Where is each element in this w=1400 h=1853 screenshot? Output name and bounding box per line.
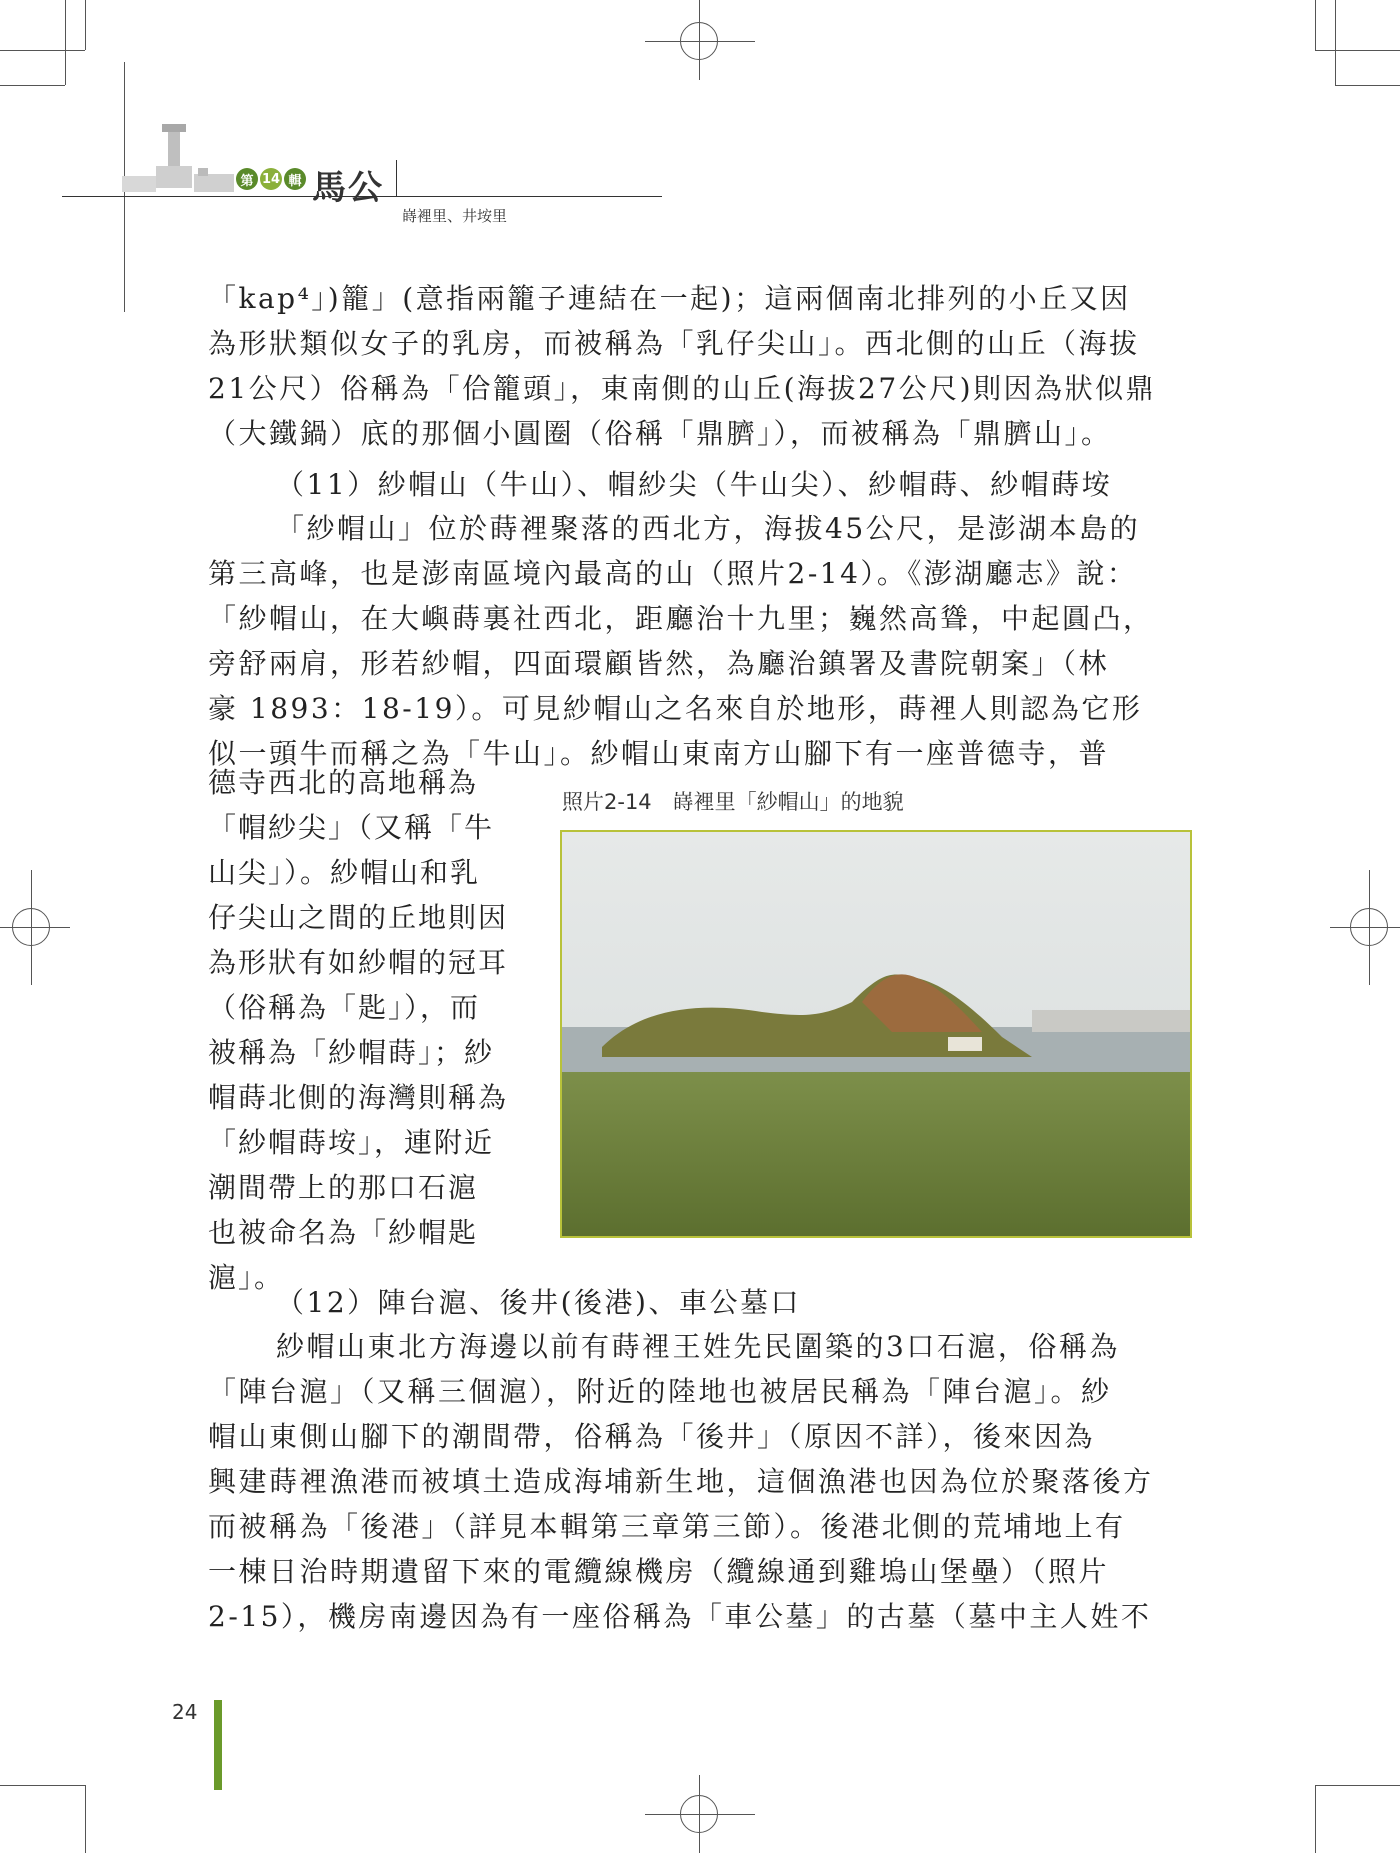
- badge-char-1: 第: [236, 168, 258, 190]
- crop-mark-top-left-h: [0, 50, 85, 51]
- crop-mark-top-right-v2: [1335, 0, 1336, 85]
- text-line: 一棟日治時期遺留下來的電纜線機房（纜線通到雞塢山堡壘）（照片: [208, 1555, 1110, 1588]
- series-title: 馬公: [312, 168, 384, 208]
- text-line: 「紗帽山」位於蒔裡聚落的西北方，海拔45公尺，是澎湖本島的: [276, 512, 1141, 545]
- crop-mark-bottom-left-v: [85, 1785, 86, 1853]
- text-line: 帽蒔北側的海灣則稱為: [208, 1081, 509, 1114]
- text-line: 帽山東側山腳下的潮間帶，俗稱為「後井」（原因不詳），後來因為: [208, 1420, 1096, 1453]
- narrow-text-column: [208, 760, 538, 1300]
- text-line: 滬」。: [208, 1261, 285, 1294]
- text-line: 山尖」）。紗帽山和乳: [208, 856, 481, 889]
- text-line: 2-15），機房南邊因為有一座俗稱為「車公墓」的古墓（墓中主人姓不: [208, 1600, 1152, 1633]
- chapter-subtitle: 嵵裡里、井垵里: [402, 207, 508, 225]
- registration-line-left-v: [31, 870, 32, 985]
- paragraph-1: [208, 276, 1192, 456]
- registration-line-left-h: [0, 927, 70, 928]
- text-line: 似一頭牛而稱之為「牛山」。紗帽山東南方山腳下有一座普德寺，普: [208, 737, 1110, 770]
- text-line: 德寺西北的高地稱為: [208, 766, 479, 799]
- page-number: 24: [172, 1700, 198, 1724]
- text-line: 紗帽山東北方海邊以前有蒔裡王姓先民圍築的3口石滬，俗稱為: [276, 1330, 1120, 1363]
- text-line: 被稱為「紗帽蒔」；紗: [208, 1036, 495, 1069]
- crop-mark-top-right-v: [1315, 0, 1316, 50]
- paragraph-3: [208, 1324, 1192, 1639]
- crop-mark-top-left-v: [85, 0, 86, 50]
- crop-mark-top-left-v2: [65, 0, 66, 85]
- series-badge: [236, 168, 306, 190]
- text-line: 「陣台滬」（又稱三個滬），附近的陸地也被居民稱為「陣台滬」。紗: [208, 1375, 1112, 1408]
- text-line: 21公尺）俗稱為「佮籠頭」，東南側的山丘(海拔27公尺)則因為狀似鼎: [208, 372, 1157, 405]
- section-heading-11: [276, 462, 1196, 507]
- registration-line-top-v: [699, 0, 700, 80]
- text-line: 「紗帽山，在大嶼蒔裏社西北，距廳治十九里；巍然高聳，中起圓凸，: [208, 602, 1154, 635]
- crop-mark-bottom-left-h: [0, 1785, 85, 1786]
- text-line: 「kap⁴」)籠」(意指兩籠子連結在一起)；這兩個南北排列的小丘又因: [208, 282, 1131, 315]
- crop-mark-bottom-right-v: [1315, 1785, 1316, 1853]
- section-heading-12: [276, 1280, 1196, 1325]
- text-line: （俗稱為「匙」），而: [208, 991, 481, 1024]
- text-line: 旁舒兩肩，形若紗帽，四面環顧皆然，為廳治鎮署及書院朝案」（林: [208, 647, 1110, 680]
- registration-line-bottom-h: [645, 1814, 755, 1815]
- crop-mark-bottom-right-h: [1315, 1785, 1400, 1786]
- photo-caption: 照片2-14 嵵裡里「紗帽山」的地貌: [562, 790, 904, 814]
- header-rule-end: [396, 160, 397, 196]
- heading-text: （11）紗帽山（牛山）、帽紗尖（牛山尖）、紗帽蒔、紗帽蒔垵: [276, 468, 1113, 501]
- text-line: 仔尖山之間的丘地則因: [208, 901, 509, 934]
- text-line: 「紗帽蒔垵」，連附近: [208, 1126, 495, 1159]
- text-line: 興建蒔裡漁港而被填土造成海埔新生地，這個漁港也因為位於聚落後方: [208, 1465, 1154, 1498]
- text-line: （大鐵鍋）底的那個小圓圈（俗稱「鼎臍」），而被稱為「鼎臍山」。: [208, 417, 1112, 450]
- text-line: 「帽紗尖」（又稱「牛: [208, 811, 495, 844]
- text-line: 潮間帶上的那口石滬: [208, 1171, 479, 1204]
- badge-number: 14: [260, 168, 282, 190]
- registration-line-bottom-v: [699, 1775, 700, 1853]
- paragraph-2: [208, 506, 1192, 776]
- text-line: 也被命名為「紗帽匙: [208, 1216, 479, 1249]
- crop-mark-top-right-h2: [1335, 85, 1400, 86]
- registration-line-right-h: [1330, 927, 1400, 928]
- badge-char-3: 輯: [284, 168, 306, 190]
- crop-mark-top-left-h2: [0, 85, 65, 86]
- text-line: 而被稱為「後港」（詳見本輯第三章第三節）。後港北側的荒埔地上有: [208, 1510, 1126, 1543]
- crop-mark-top-right-h: [1315, 50, 1400, 51]
- text-line: 為形狀有如紗帽的冠耳: [208, 946, 509, 979]
- text-line: 為形狀類似女子的乳房，而被稱為「乳仔尖山」。西北側的山丘（海拔: [208, 327, 1140, 360]
- text-line: 第三高峰，也是澎南區境內最高的山（照片2-14）。《澎湖廳志》說：: [208, 557, 1138, 590]
- landscape-photo: [560, 830, 1192, 1238]
- page-accent-bar: [214, 1700, 222, 1790]
- registration-line-top-h: [645, 41, 755, 42]
- text-line: 豪 1893：18-19）。可見紗帽山之名來自於地形，蒔裡人則認為它形: [208, 692, 1143, 725]
- heading-text: （12）陣台滬、後井(後港)、車公墓口: [276, 1286, 801, 1319]
- registration-line-right-v: [1369, 870, 1370, 985]
